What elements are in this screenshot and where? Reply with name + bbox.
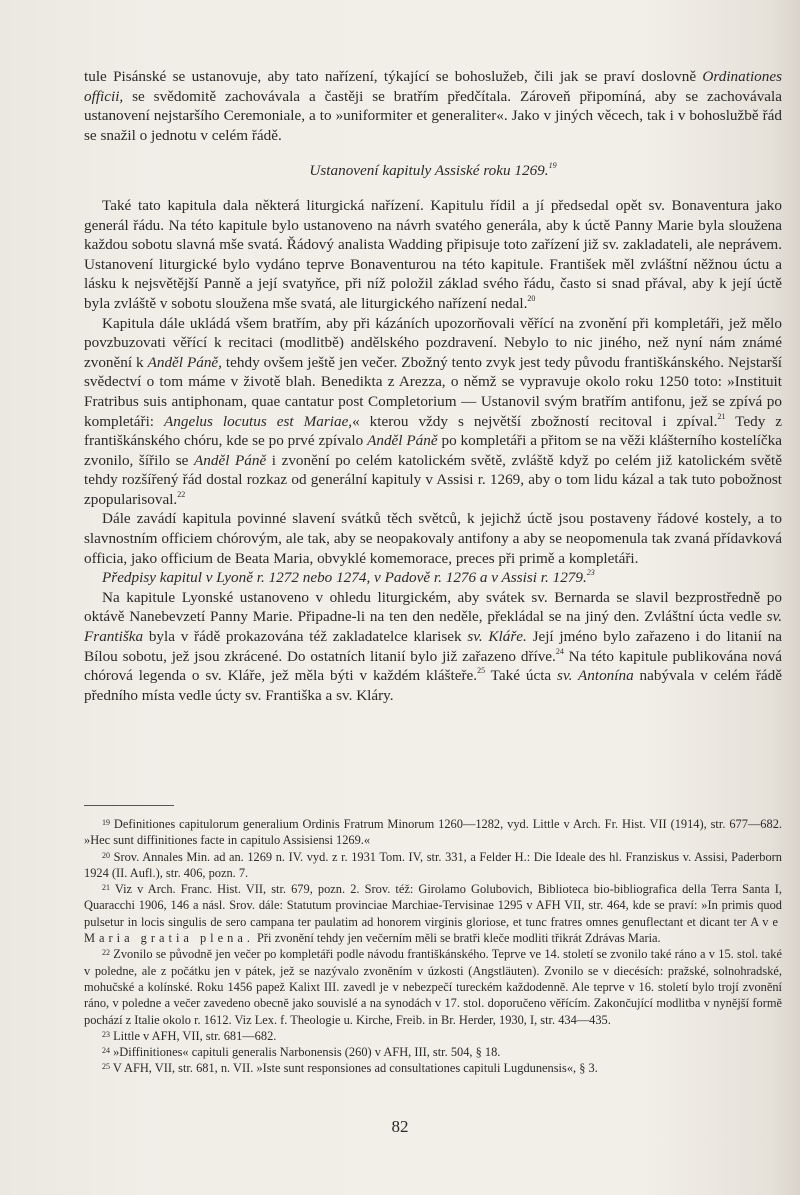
footnote-ref: 25	[477, 666, 486, 676]
footnote-ref: 21	[717, 411, 726, 421]
footnote-ref: 19	[548, 161, 557, 171]
page-number: 82	[391, 1117, 409, 1136]
main-text	[84, 67, 782, 705]
footnotes	[84, 816, 782, 1077]
footnote: $^{20}$ Srov. Annales Min. ad an. 1269 n. IV. vyd. z r. 1931 Tom. IV, str. 331, a Felder H.: Die Ideale des hl. Franziskus v. Assisi, Paderborn 1924 (II. Aufl.), str. 406, pozn. 7.	[84, 849, 782, 880]
footnote: $^{19}$ Definitiones capitulorum generalium Ordinis Fratrum Minorum 1260—1282, vyd. Little v Arch. Fr. Hist. VII (1914), str. 677—682. »Hec sunt diffinitiones facte in capitulo Assisiensi 1269.«	[84, 817, 782, 848]
paragraph: Kapitula dále ukládá všem bratřím, aby při kázáních upozorňovali věřící na zvonění při kompletáři, jež mělo povzbuzovati věřící k recitaci (modlitbě) andělského pozdravení. Nebylo to nic jiného, než nyní nám známé zvonění k Anděl Páně, tehdy ovšem ještě jen večer. Zbožný tento zvyk jest tedy původu františkánského. Nejstarší svědectví o tom máme v životě blah. Benedikta z Arezza, o němž se vypravuje okolo roku 1250 toto: »Instituit Fratribus suis antiphonam, quae cantatur post Completorium — Ustanovil svým bratřím antifonu, jež se zpívá po kompletáři: Angelus locutus est Mariae,« kterou vždy s největší zbožností recitoval i zpíval.$^{21}$ Tedy z františkánského chóru, kde se po prvé zpívalo Anděl Páně po kompletáři a přitom se na věži klášterního kostelíčka zvonilo, šířilo se Anděl Páně i zvonění po celém katolickém světě, zvláště když po celém již katolickém světě tehdy rozšířený řád dostal rozkaz od generální kapituly v Assisi r. 1269, aby o tom lidu kázal a tak tuto pobožnost zpopularisoval.$^{22}$	[84, 314, 782, 508]
paragraph: Také tato kapitula dala některá liturgická nařízení. Kapitulu řídil a jí předsedal opět sv. Bonaventura jako generál řádu. Na této kapitule bylo ustanoveno na návrh svatého generála, aby k úctě Panny Marie byla sloužena každou sobotu slavná mše svatá. Řádový analista Wadding připisuje toto zařízení již sv. zakladateli, ale neprávem. Ustanovení liturgické bylo vydáno teprve Bonaventurou na této kapitule. František měl zvláštní něžnou úctu a lásku k nejsvětější Panně a její svatyňce, při níž položil základ svého řádu, často si snad přával, aby k její úctě byla zvláště v sobotu sloužena mše svatá, ale liturgického nařízení nedal.$^{20}$	[84, 196, 782, 312]
footnote-divider	[84, 805, 174, 806]
footnote: $^{21}$ Viz v Arch. Franc. Hist. VII, str. 679, pozn. 2. Srov. též: Girolamo Golubovich, Biblioteca bio-bibliografica della Terra Santa I, Quaracchi 1906, 146 a násl. Srov. dále: Statutum provinciae Marchiae-Tervisinae 1295 v AFH VII, str. 464, kde se praví: »In primis quod pulsetur in locis singulis de sero campana ter paulatim ad honorem virginis gloriose, et tunc fratres omnes genuflectant et dicant ter Ave Maria gratia plena. Při zvonění tehdy jen večerním měli se bratři kleče modliti třikrát Zdrávas Maria.	[84, 882, 782, 946]
section-heading: Ustanovení kapituly Assiské roku 1269.19	[309, 161, 557, 180]
section-heading: Předpisy kapitul v Lyoně r. 1272 nebo 1274, v Padově r. 1276 a v Assisi r. 1279.23	[102, 568, 595, 587]
footnote-ref: 24	[555, 646, 564, 656]
italic-term: Ordinationes officii,	[84, 68, 782, 105]
intro-paragraph: tule Pisánské se ustanovuje, aby tato nařízení, týkající se bohoslužeb, čili jak se praví doslovně Ordinationes officii, se svědomitě zachovávala a častěji se bratřím předčítala. Zároveň připomíná, aby se zachovávala ustanovení nejstaršího Ceremoniale, a to »uniformiter et generaliter«. Jako v jiných věcech, tak i v bohoslužbě řád se snažil o jednotu v celém řádě.	[84, 68, 782, 144]
footnote-ref: 20	[527, 293, 536, 303]
footnote: $^{23}$ Little v AFH, VII, str. 681—682.	[102, 1028, 277, 1043]
paragraph: Na kapitule Lyonské ustanoveno v ohledu liturgickém, aby svátek sv. Bernarda se slavil bezprostředně po oktávě Nanebevzetí Panny Marie. Připadne-li na ten den neděle, překládal se na jiný den. Zvláštní úcta vedle sv. Františka byla v řádě prokazována též zakladatelce klarisek sv. Kláře. Její jméno bylo zařazeno i do litanií na Bílou sobotu, jež jsou zkrácené. Do ostatních litanií bylo již zařazeno dříve.$^{24}$ Na této kapitule publikována nová chórová legenda o sv. Kláře, jež měla býti v každém klášteře.$^{25}$ Také úcta sv. Antonína nabývala v celém řádě předního místa vedle úcty sv. Františka a sv. Kláry.	[84, 588, 782, 704]
footnote: $^{25}$ V AFH, VII, str. 681, n. VII. »Iste sunt responsiones ad consultationes capituli Lugdunensis«, § 3.	[102, 1061, 598, 1076]
footnote-ref: 23	[586, 568, 595, 578]
footnote: $^{24}$ »Diffinitiones« capituli generalis Narbonensis (260) v AFH, III, str. 504, § 18.	[102, 1045, 501, 1060]
footnote-ref: 22	[177, 489, 186, 499]
footnote: $^{22}$ Zvonilo se původně jen večer po kompletáři podle návodu františkánského. Teprve ve 14. století se zvonilo také ráno a v 15. stol. také v poledne, ale z počátku jen v pátek, jež se nazývalo zvoněním v úzkosti (Angstläuten). Zvonilo se v diecésích: pražské, solnohradské, mohučské a kolínské. Roku 1456 papež Kalixt III. zavedl je v nebezpečí tureckém každodenně. Ale teprve v 16. století bylo trojí zvonění ráno, v poledne a večer zavedeno obecně jako souvislé a na synodách v 17. stol. doporučeno věřícím. Zakončující modlitba v nynější formě pochází z Italie okolo r. 1612. Viz Lex. f. Theologie u. Kirche, Freib. in Br. Herder, 1930, I, str. 434—435.	[84, 947, 782, 1027]
paragraph: Dále zavádí kapitula povinné slavení svátků těch světců, k jejichž úctě jsou postaveny řádové kostely, a to slavnostním officiem chórovým, ale tak, aby se neopakovaly antifony a aby se neopomenula tak zvaná přídavková officia, jako officium de Beata Maria, obvyklé komemorace, preces při primě a kompletáři.	[84, 510, 782, 567]
